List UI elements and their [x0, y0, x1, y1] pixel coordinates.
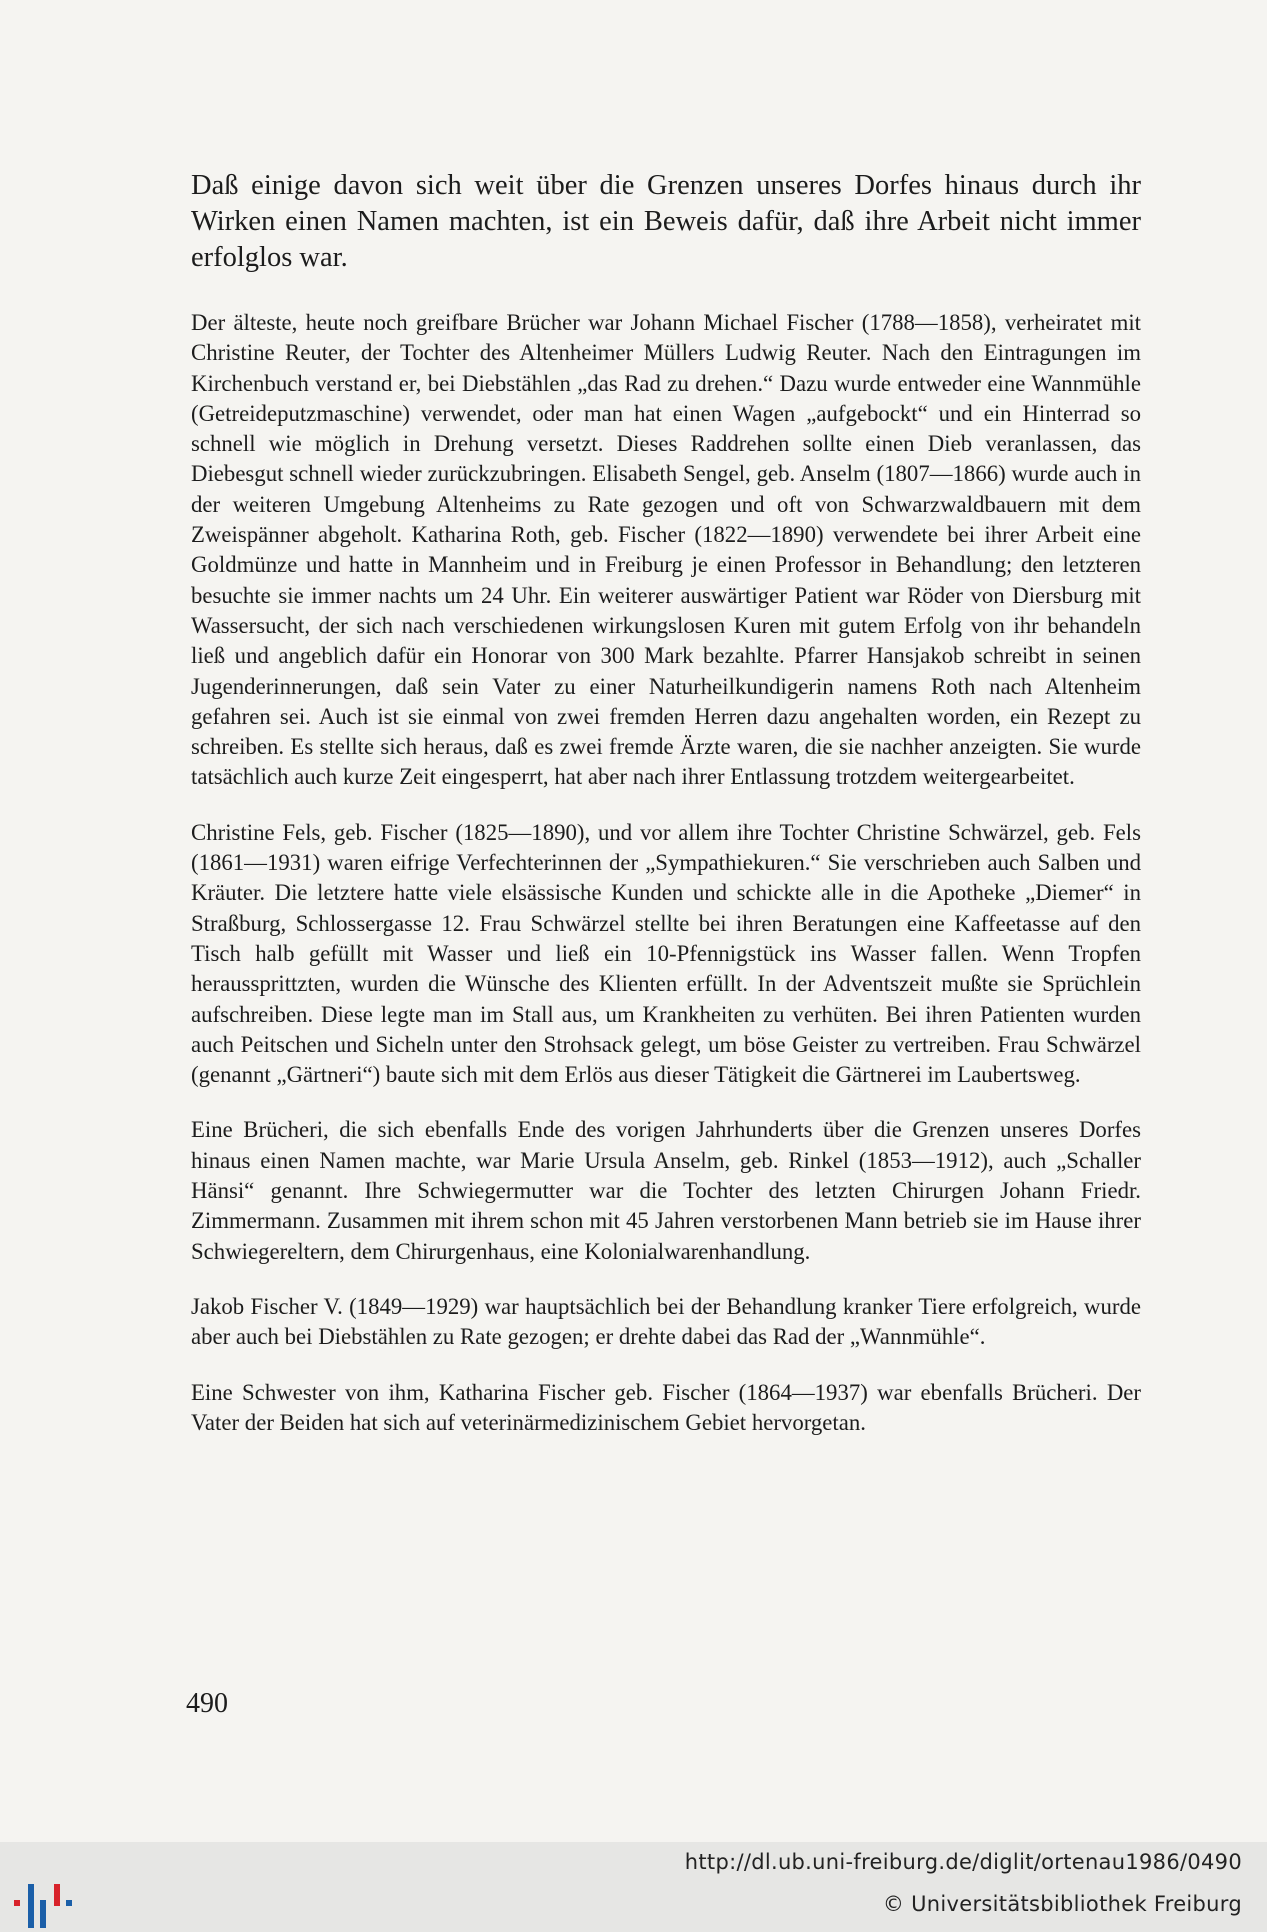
library-logo-icon: [0, 1874, 80, 1930]
footer-copyright: © Universitätsbibliothek Freiburg: [882, 1892, 1242, 1916]
paragraph-5: Eine Schwester von ihm, Katharina Fischer geb. Fischer (1864—1937) war ebenfalls Brücheri. Der Vater der Beiden hat sich auf veterinärmedizinischem Gebiet hervorgetan.: [191, 1379, 1141, 1435]
paragraph-3: Eine Brücheri, die sich ebenfalls Ende des vorigen Jahrhunderts über die Grenzen unseres Dorfes hinaus einen Namen machte, war Marie Ursula Anselm, geb. Rinkel (1853—1912), auch „Schaller Hänsi“ genannt. Ihre Schwiegermutter war die Tochter des letzten Chirurgen Johann Friedr. Zimmermann. Zusammen mit ihrem schon mit 45 Jahren verstorbenen Mann betrieb sie im Hause ihrer Schwiegereltern, dem Chirurgenhaus, eine Kolonialwarenhandlung.: [191, 1117, 1141, 1264]
footer-url-link[interactable]: http://dl.ub.uni-freiburg.de/diglit/ortenau1986/0490: [684, 1850, 1242, 1874]
paragraph-4: Jakob Fischer V. (1849—1929) war hauptsächlich bei der Behandlung kranker Tiere erfolgreich, wurde aber auch bei Diebstählen zu Rate gezogen; er drehte dabei das Rad der „Wannmühle“.: [191, 1293, 1141, 1350]
paragraph-1: Der älteste, heute noch greifbare Brücher war Johann Michael Fischer (1788—1858), verheiratet mit Christine Reuter, der Tochter des Altenheimer Müllers Ludwig Reuter. Nach den Eintragungen im Kirchenbuch verstand er, bei Diebstählen „das Rad zu drehen.“ Dazu wurde entweder eine Wannmühle (Getreideputzmaschine) verwendet, oder man hat einen Wagen „aufgebockt“ und ein Hinterrad so schnell wie möglich in Drehung versetzt. Dieses Raddrehen sollte einen Dieb veranlassen, das Diebesgut schnell wieder zurückzubringen. Elisabeth Sengel, geb. Anselm (1807—1866) wurde auch in der weiteren Umgebung Altenheims zu Rate gezogen und oft von Schwarzwaldbauern mit dem Zweispänner abgeholt. Katharina Roth, geb. Fischer (1822—1890) verwendete bei ihrer Arbeit eine Goldmünze und hatte in Mannheim und in Freiburg je einen Professor in Behandlung; den letzteren besuchte sie immer nachts um 24 Uhr. Ein weiterer auswärtiger Patient war Röder von Diersburg mit Wassersucht, der sich nach verschiedenen wirkungslosen Kuren mit gutem Erfolg von ihr behandeln ließ und angeblich dafür ein Honorar von 300 Mark bezahlte. Pfarrer Hansjakob schreibt in seinen Jugenderinnerungen, daß sein Vater zu einer Naturheilkundigerin namens Roth nach Altenheim gefahren sei. Auch ist sie einmal von zwei fremden Herren dazu angehalten worden, ein Rezept zu schreiben. Es stellte sich heraus, daß es zwei fremde Ärzte waren, die sie nachher anzeigten. Sie wurde tatsächlich auch kurze Zeit eingesperrt, hat aber nach ihrer Entlassung trotzdem weitergearbeitet.: [191, 310, 1141, 790]
paragraph-2: Christine Fels, geb. Fischer (1825—1890), und vor allem ihre Tochter Christine Schwärzel, geb. Fels (1861—1931) waren eifrige Verfechterinnen der „Sympathiekuren.“ Sie verschrieben auch Salben und Kräuter. Die letztere hatte viele elsässische Kunden und schickte alle in die Apotheke „Diemer“ in Straßburg, Schlossergasse 12. Frau Schwärzel stellte bei ihren Beratungen eine Kaffeetasse auf den Tisch halb gefüllt mit Wasser und ließ ein 10-Pfennigstück ins Wasser fallen. Wenn Tropfen heraussprittzten, wurden die Wünsche des Klienten erfüllt. In der Adventszeit mußte sie Sprüchlein aufschreiben. Diese legte man im Stall aus, um Krankheiten zu verhüten. Bei ihren Patienten wurden auch Peitschen und Sicheln unter den Strohsack gelegt, um böse Geister zu vertreiben. Frau Schwärzel (genannt „Gärtneri“) baute sich mit dem Erlös aus dieser Tätigkeit die Gärtnerei im Laubertsweg.: [191, 819, 1141, 1088]
page-number: 490: [186, 1688, 228, 1719]
page-content: [191, 168, 1141, 1463]
footer-bar: [0, 1842, 1267, 1932]
intro-paragraph: Daß einige davon sich weit über die Grenzen unseres Dorfes hinaus durch ihr Wirken einen Namen machten, ist ein Beweis dafür, daß ihre Arbeit nicht immer erfolglos war.: [191, 170, 1141, 273]
